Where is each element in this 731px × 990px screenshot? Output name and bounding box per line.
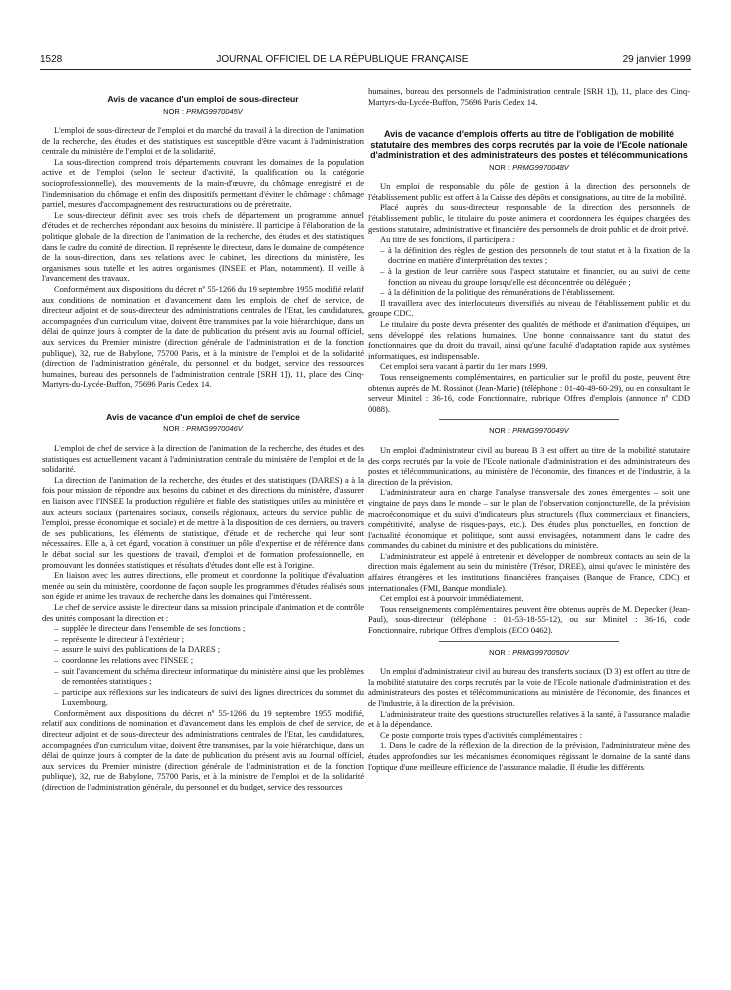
section-divider: [368, 107, 690, 121]
paragraph: Tous renseignements complémentaires peuvent être obtenus auprès de M. Depecker (Jean-Paul), sous-directeur (téléphone : 01-53-18-55-12), ou sur Minitel : 36-16, code Fonctionnaire, rubrique Offres d'emplois (ECO 0462).: [368, 603, 690, 636]
list-item: – assure le suivi des publications de la DARES ;: [54, 644, 364, 655]
nor-reference: NOR : PRMG9970050V: [489, 647, 569, 657]
list-item: – coordonne les relations avec l'INSEE ;: [54, 655, 364, 666]
page-header: [40, 51, 691, 67]
paragraph: Cet emploi est à pourvoir immédiatement.: [380, 593, 524, 604]
list-item: – à la définition de la politique des rémunérations de l'établissement.: [380, 287, 690, 298]
paragraph: Ce poste comporte trois types d'activités complémentaires :: [380, 729, 582, 740]
paragraph: L'administrateur traite des questions structurelles relatives à la santé, à l'assurance maladie et à la dépendance.: [368, 708, 690, 730]
section-title-chef-de-service: Avis de vacance d'un emploi de chef de service: [106, 411, 300, 422]
paragraph: Un emploi d'administrateur civil au bureau B 3 est offert au titre de la mobilité statutaire des corps recrutés par la voie de l'Ecole nationale d'administration et des administrateurs des postes et télécommunications, au ministère de l'économie, des finances et de l'industrie, à la direction de la prévision.: [368, 444, 690, 487]
paragraph: Conformément aux dispositions du décret nº 55-1266 du 19 septembre 1955 modifié, relatif aux conditions de nomination et d'avancement dans les emplois de chef de service, de directeur adjoint et de sous-directeur des administrations centrales de l'Etat, les candidatures, accompagnées d'un curriculum vitae, doivent être transmises, par la voie hiérarchique, dans un délai de quinze jours à compter de la date de publication du présent avis au Journal officiel, aux services du Premier ministre (direction générale de l'administration et de la fonction publique), 32, rue de Babylone, 75700 Paris, et à la ministre de l'emploi et de la solidarité (direction de l'administration générale, du personnel et du budget, service des ressources: [42, 707, 364, 793]
paragraph: Placé auprès du sous-directeur responsable de la direction des personnels de l'établissement public, le titulaire du poste animera et coordonnera les équipes chargées des gestions statutaire, administrative et financière des personnels de droit public et de droit privé.: [368, 202, 690, 234]
paragraph: L'administrateur est appelé à entretenir et développer de nombreux contacts au sein de la direction mais également au sein du ministère (Trésor, DREE), ainsi qu'avec le ministère des affaires étrangères et les institutions financières françaises (Banque de France, CDC) et internationales (FMI, Banque mondiale).: [368, 550, 690, 593]
paragraph: 1. Dans le cadre de la réflexion de la direction de la prévision, l'administrateur mène des études approfondies sur les mécanismes économiques régissant le domaine de la santé dans l'optique d'une meilleure efficience de l'assurance maladie. Il étudie les différents: [368, 740, 690, 772]
nor-reference: NOR : PRMG9970045V: [163, 106, 243, 116]
paragraph: En liaison avec les autres directions, elle promeut et coordonne la politique d'évaluation menée au sein du ministère, coordonne de façon souple les programmes d'études réalisés sous son égide et anime les travaux de recherche dans les domaines qui l'intéressent.: [42, 570, 364, 602]
header-rule: [40, 69, 691, 70]
paragraph: Le titulaire du poste devra présenter des qualités de méthode et d'animation d'équipes, un sens développé des relations humaines. Une bonne connaissance tant du statut des fonctionnaires que du droit du travail, ainsi qu'une faculté d'adaptation rapide aux systèmes informatiques, est indispensable.: [368, 319, 690, 361]
nor-reference: NOR : PRMG9970048V: [489, 162, 569, 172]
nor-reference: NOR : PRMG9970049V: [489, 426, 569, 436]
paragraph: La direction de l'animation de la recherche, des études et des statistiques (DARES) a à la fois pour mission de répondre aux besoins du cabinet et des directions du ministère, d'assurer en liaison avec l'INSEE la production régulière et fiable des statistiques utiles au ministère et aux acteurs sociaux (partenaires sociaux, conseils régionaux, acteurs du service public de l'emploi, presse économique et sociale) et de mettre à la disposition de ces derniers, au travers de ses publications, les éléments de statistique, d'étude et de recherche qui leur sont nécessaires. Elle a, à cet égard, vocation à constituer un pôle d'expertise et de référence dans le débat social sur les questions de travail, d'emploi et de formation professionnelle, en promouvant les données statistiques et résultats d'études dont elle est à l'origine.: [42, 474, 364, 570]
list-item: – à la définition des règles de gestion des personnels de tout statut et à la fixation de la doctrine en matière d'interprétation des textes ;: [380, 245, 690, 266]
paragraph: Le sous-directeur définit avec ses trois chefs de département un programme annuel d'études et de recherches répondant aux besoins du ministère. Il participe à l'élaboration de la politique globale de la direction de l'animation de la recherche, des études et des statistiques dans le cadre du comité de direction. Il représente le directeur, dans le domaine de compétence de la sous-direction, dans ses relations avec le cabinet, les directions du ministère, les organismes sous tutelle et les autres organismes (INSEE et Plan, notamment). Il veille à l'avancement des travaux.: [42, 209, 364, 284]
list-item: – supplée le directeur dans l'ensemble de ses fonctions ;: [54, 623, 364, 634]
list-item: – suit l'avancement du schéma directeur informatique du ministère ainsi que les problèmes de remontées statistiques ;: [54, 666, 364, 687]
list-item: – représente le directeur à l'extérieur ;: [54, 634, 364, 645]
paragraph: L'emploi de sous-directeur de l'emploi et du marché du travail à la direction de l'animation de la recherche, des études et des statistiques est susceptible d'être vacant à l'administration centrale du ministère de l'emploi et de la solidarité.: [42, 125, 364, 157]
paragraph: Tous renseignements complémentaires, en particulier sur le profil du poste, peuvent être obtenus auprès de M. Rossinot (Jean-Marie) (téléphone : 01-40-49-60-29), ou en consultant le serveur Minitel : 36-16, code Fonctionnaire, rubrique Offres d'emplois (annonce nº CDD 0088).: [368, 371, 690, 414]
paragraph-continuation: humaines, bureau des personnels de l'administration centrale [SRH 1]), 11, place des Cinq-Martyrs-du-Lycée-Buffon, 75696 Paris Cedex 14.: [368, 86, 690, 107]
paragraph: L'administrateur aura en charge l'analyse transversale des zones émergentes – soit une vingtaine de pays dans le monde – sur le plan de l'observation conjoncturelle, de la prévision macroéconomique et du suivi d'indicateurs plus structurels (flux commerciaux et financiers, compétitivité, analyse de risques-pays, etc.). Des études plus ponctuelles, en fonction de l'actualité économique et politique, sont aussi envisagées, notamment dans le cadre des commandes du cabinet du ministre et des publications du ministère.: [368, 487, 690, 551]
nor-reference: NOR : PRMG9970046V: [163, 424, 243, 434]
paragraph: Conformément aux dispositions du décret nº 55-1266 du 19 septembre 1955 modifié relatif aux conditions de nomination et d'avancement dans les emplois de chef de service, de directeur adjoint et de sous-directeur des administrations centrales de l'Etat, les candidatures, accompagnées d'un curriculum vitae, doivent être transmises par la voie hiérarchique, dans un délai de quinze jours à compter de la date de publication du présent avis au Journal officiel, aux services du Premier ministre (direction générale de l'administration et de la fonction publique), 32, rue de Babylone, 75700 Paris, et à la ministre de l'emploi et de la solidarité (direction de l'administration générale, du personnel et du budget, service des ressources humaines, bureau des personnels de l'administration centrale [SRH 1]), 11, place des Cinq-Martyrs-du-Lycée-Buffon, 75696 Paris Cedex 14.: [42, 284, 364, 390]
paragraph: Un emploi d'administrateur civil au bureau des transferts sociaux (D 3) est offert au titre de la mobilité statutaire des corps recrutés par la voie de l'Ecole nationale d'administration et des administrateurs des postes et télécommunications au ministère de l'économie, des finances et de l'industrie, à la direction de la prévision.: [368, 666, 690, 708]
issue-date: 29 janvier 1999: [622, 53, 691, 65]
paragraph: Un emploi de responsable du pôle de gestion à la direction des personnels de l'établissement public est offert à la Caisse des dépôts et consignations, au titre de la mobilité.: [368, 181, 690, 202]
paragraph: La sous-direction comprend trois départements couvrant les domaines de la population active et de l'emploi (selon le secteur d'activité, la qualification ou la catégorie socioprofessionnelle), des mouvements de la main-d'œuvre, du chômage enregistré et de l'indemnisation du chômage et enfin des dispositifs permettant d'éviter le chômage : chômage partiel, mesures d'accompagnement des restructurations ou de préretraite.: [42, 156, 364, 210]
paragraph: Au titre de ses fonctions, il participera :: [380, 234, 515, 245]
section-title-mobilite: Avis de vacance d'emplois offerts au titre de l'obligation de mobilité statutaire des membres des corps recrutés par la voie de l'Ecole nationale d'administration et des administrateurs des postes et télécommunications: [370, 129, 688, 161]
paragraph: Il travaillera avec des interlocuteurs diversifiés au niveau de l'établissement public et du groupe CDC.: [368, 297, 690, 319]
nor-separator: [439, 641, 619, 642]
nor-separator: [439, 419, 619, 420]
paragraph: Cet emploi sera vacant à partir du 1er mars 1999.: [380, 361, 548, 372]
list-item: – à la gestion de leur carrière sous l'aspect statutaire et financier, ou au suivi de cette fonction au niveau du groupe lorsqu'elle est déconcentrée ou déléguée ;: [380, 266, 690, 287]
section-title-sous-directeur: Avis de vacance d'un emploi de sous-directeur: [107, 94, 299, 104]
right-column: [368, 86, 690, 986]
paragraph: Le chef de service assiste le directeur dans sa mission principale d'animation et de contrôle des unités composant la direction et :: [42, 601, 364, 623]
list-item: – participe aux réflexions sur les indicateurs de suivi des lignes directrices du sommet du Luxembourg.: [54, 687, 364, 708]
paragraph: L'emploi de chef de service à la direction de l'animation de la recherche, des études et des statistiques est actuellement vacant à l'administration centrale du ministère de l'emploi et de la solidarité.: [42, 443, 364, 475]
page-number: 1528: [40, 53, 63, 65]
duties-list: [42, 623, 364, 708]
journal-title: JOURNAL OFFICIEL DE LA RÉPUBLIQUE FRANÇAISE: [216, 53, 469, 65]
section-divider: [42, 390, 364, 404]
left-column: [42, 86, 364, 986]
functions-list: [368, 245, 690, 298]
